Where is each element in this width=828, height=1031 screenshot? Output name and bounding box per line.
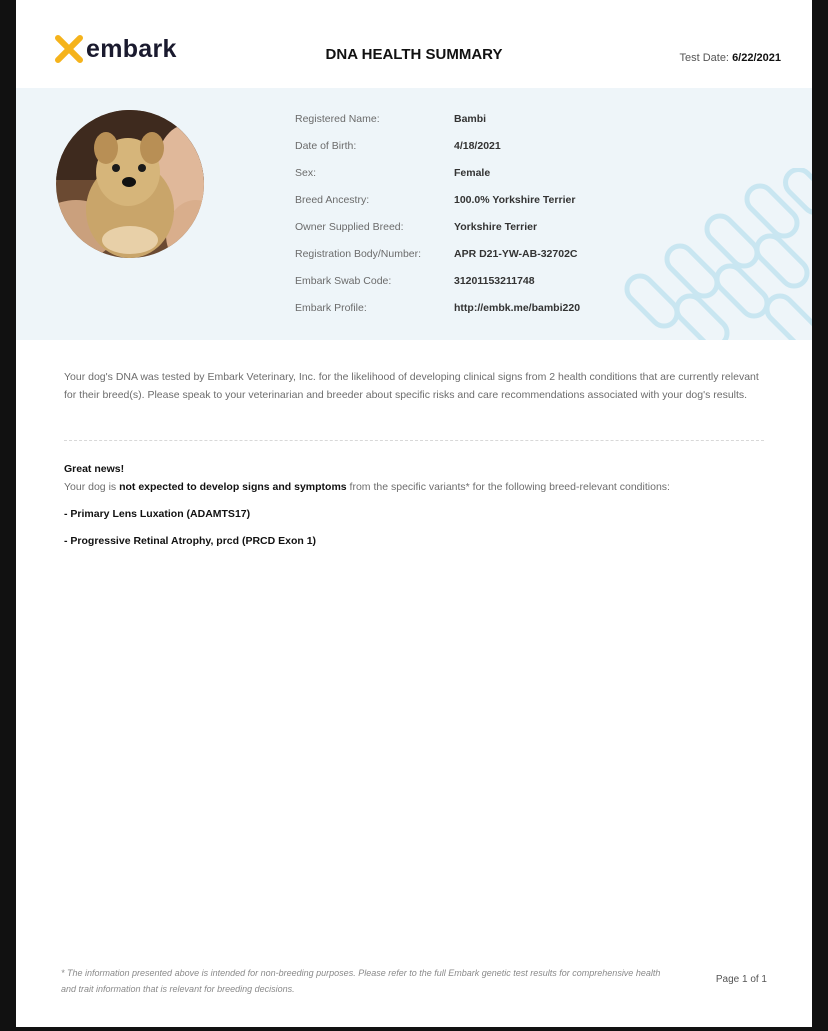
field-value: APR D21-YW-AB-32702C xyxy=(454,247,578,260)
brand-name: embark xyxy=(86,34,177,63)
not-expected-bold: not expected to develop signs and symptoms xyxy=(119,481,347,493)
field-value: Yorkshire Terrier xyxy=(454,220,538,233)
footnote: * The information presented above is intended for non-breeding purposes. Please refer to the full Embark genetic test results for comprehensive health and trait information that is relevant for breeding decisions. xyxy=(61,968,661,994)
field-value: Female xyxy=(454,166,491,179)
divider xyxy=(64,440,764,441)
test-date-value: 6/22/2021 xyxy=(732,52,781,64)
document-page xyxy=(16,0,812,1027)
profile-band xyxy=(16,88,812,340)
profile-details xyxy=(295,105,580,321)
not-expected-suffix: from the specific variants* for the following breed-relevant conditions: xyxy=(346,481,670,493)
profile-row xyxy=(295,105,580,132)
intro-paragraph: Your dog's DNA was tested by Embark Veterinary, Inc. for the likelihood of developing clinical signs from 2 health conditions that are currently relevant for their breed(s). Please speak to your veterinarian and breeder about specific risks and care recommendations associated with your dog's results. xyxy=(64,371,759,401)
profile-row xyxy=(295,186,580,213)
profile-row xyxy=(295,267,580,294)
great-news-heading: Great news! xyxy=(64,463,125,475)
profile-row xyxy=(295,132,580,159)
field-label: Sex: xyxy=(295,166,317,179)
field-value: 4/18/2021 xyxy=(454,139,501,152)
field-label: Embark Profile: xyxy=(295,301,367,314)
field-label: Breed Ancestry: xyxy=(295,193,370,206)
field-label: Registered Name: xyxy=(295,112,380,125)
profile-row xyxy=(295,213,580,240)
test-date-label: Test Date: xyxy=(679,52,729,64)
field-label: Embark Swab Code: xyxy=(295,274,392,287)
profile-row xyxy=(295,240,580,267)
profile-link[interactable]: http://embk.me/bambi220 xyxy=(454,301,581,314)
condition-item: - Primary Lens Luxation (ADAMTS17) xyxy=(64,508,251,520)
page-number: Page 1 of 1 xyxy=(715,974,767,985)
field-label: Owner Supplied Breed: xyxy=(295,220,404,233)
profile-row xyxy=(295,159,580,186)
field-value: Bambi xyxy=(454,112,487,125)
field-value: 100.0% Yorkshire Terrier xyxy=(454,193,576,206)
field-label: Registration Body/Number: xyxy=(295,247,422,260)
condition-item: - Progressive Retinal Atrophy, prcd (PRCD Exon 1) xyxy=(64,535,317,547)
field-label: Date of Birth: xyxy=(295,139,357,152)
dog-photo xyxy=(56,110,204,258)
not-expected-prefix: Your dog is xyxy=(64,481,120,493)
test-date xyxy=(679,52,781,64)
not-expected-sentence xyxy=(64,481,670,493)
field-value: 31201153211748 xyxy=(454,274,535,287)
document-title: DNA HEALTH SUMMARY xyxy=(325,46,503,63)
profile-row xyxy=(295,294,580,321)
helix-decoration-icon xyxy=(612,168,812,340)
